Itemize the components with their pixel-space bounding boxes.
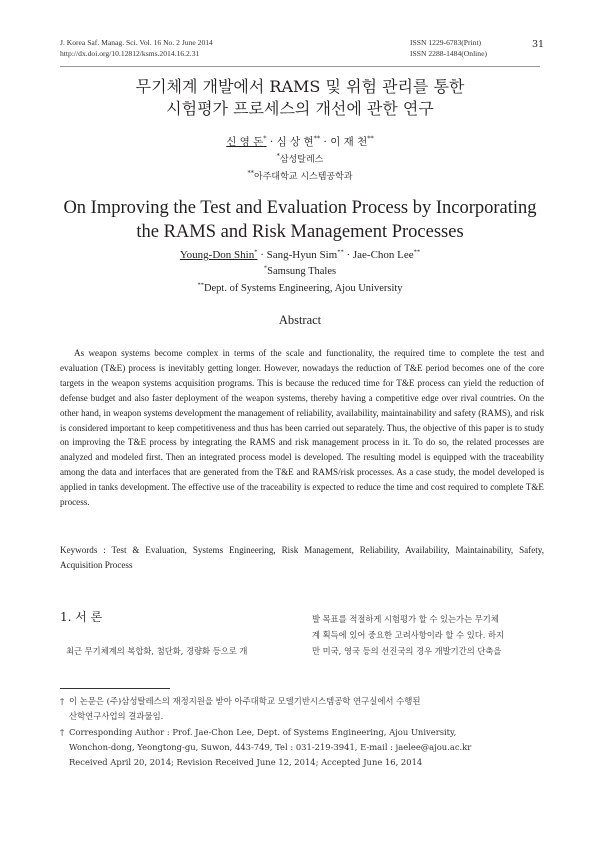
journal-citation: J. Korea Saf. Manag. Sci. Vol. 16 No. 2 June 2014 <box>60 38 213 47</box>
keywords: Keywords : Test & Evaluation, Systems Engineering, Risk Management, Reliability, Availability, Maintainability, Safety, Acquisition Process <box>60 545 544 570</box>
affiliation-text: 아주대학교 시스템공학과 <box>254 172 353 182</box>
author-name: 이 재 천 <box>330 136 368 148</box>
english-title <box>40 196 560 244</box>
affiliation-text: Dept. of Systems Engineering, Ajou University <box>203 283 403 294</box>
header-divider <box>60 66 540 67</box>
intro-right-column <box>312 611 544 659</box>
author-separator: · <box>320 136 331 148</box>
author-separator: · <box>343 249 353 261</box>
korean-affiliation-1 <box>60 152 540 165</box>
korean-author-1 <box>226 136 266 148</box>
affiliation-mark: * <box>276 152 280 160</box>
korean-title-line-1: 무기체계 개발에서 RAMS 및 위험 관리를 통한 <box>135 77 465 96</box>
footnote-funding-line-1: 이 논문은 (주)삼성탈레스의 재정지원을 받아 아주대학교 모델기반시스템공학 연구실에서 수행된 <box>69 696 421 706</box>
english-affiliation-1 <box>60 266 540 277</box>
received-dates-line: Received April 20, 2014; Revision Received June 12, 2014; Accepted June 16, 2014 <box>69 757 423 767</box>
page-number: 31 <box>532 39 545 50</box>
korean-affiliation-2 <box>60 169 540 182</box>
korean-author-3 <box>330 136 374 148</box>
author-name: Jae-Chon Lee <box>352 249 414 261</box>
affiliation-mark: ** <box>247 169 254 177</box>
author-name: 신 영 돈 <box>226 136 264 148</box>
intro-left-column <box>66 645 292 657</box>
journal-header-right <box>410 38 487 59</box>
author-mark: ** <box>367 134 374 143</box>
footnote-funding-line-2: 산학연구사업의 결과물임. <box>69 711 164 721</box>
english-author-2 <box>267 249 344 261</box>
contact-line: Wonchon-dong, Yeongtong-gu, Suwon, 443-749, Tel : 031-219-3941, E-mail : jaelee@ajou.ac.kr <box>69 742 472 752</box>
author-mark: ** <box>337 248 344 256</box>
author-mark: * <box>263 134 267 143</box>
korean-title-line-2: 시험평가 프로세스의 개선에 관한 연구 <box>166 99 434 118</box>
author-name: 심 상 현 <box>276 136 314 148</box>
affiliation-text: Samsung Thales <box>267 266 337 277</box>
dagger-mark: † <box>60 696 65 706</box>
abstract-heading: Abstract <box>278 313 322 327</box>
author-mark: ** <box>413 248 421 256</box>
english-authors <box>60 249 540 261</box>
doi-link[interactable]: http://dx.doi.org/10.12812/ksms.2014.16.2.31 <box>60 48 200 58</box>
author-separator: · <box>257 249 267 261</box>
author-mark: * <box>254 248 258 256</box>
issn-print: ISSN 1229-6783(Print) <box>410 38 482 47</box>
english-author-1 <box>180 249 258 261</box>
footnote-funding <box>60 694 550 724</box>
korean-authors <box>60 134 540 149</box>
abstract-body: As weapon systems become complex in terms of the scale and functionality, the required time to complete the test and evaluation (T&E) process is inevitably getting longer. However, nowadays the reduction of T&E period becomes one of the core targets in the weapon systems acquisition programs. This is because the reduced time for T&E process can yield the reduction of defense budget and also faster deployment of the weapon systems, thereby having a competitive edge over rival countries. On the other hand, in weapon systems development the management of reliability, availability, maintainability and safety (RAMS), and risk is considered important to keep competitiveness and thus has been carried out separately. Thus, the objective of this paper is to study on improving the T&E process by integrating the RAMS and risk management process in it. To do so, the related processes are analyzed and modeled first. Then an integrated process model is developed. The resulting model is equipped with the traceability among the data and interfaces that are generated from the T&E and RAMS/risk processes. As a case study, the model developed is applied in tanks development. The effective use of the traceability is expected to reduce the time and cost required to complete T&E process. <box>60 348 544 508</box>
affiliation-text: 삼성탈레스 <box>279 155 324 165</box>
affiliation-mark: ** <box>197 281 204 289</box>
english-title-line-1: On Improving the Test and Evaluation Process by Incorporating <box>63 198 537 218</box>
english-author-3 <box>353 249 420 261</box>
footnote-corresponding <box>60 725 550 770</box>
english-affiliation-2 <box>60 283 540 294</box>
intro-right-line-3: 만 미국, 영국 등의 선진국의 경우 개발기간의 단축을 <box>312 646 502 656</box>
footnote-divider <box>60 688 170 689</box>
issn-online: ISSN 2288-1484(Online) <box>410 48 487 58</box>
english-title-line-2: the RAMS and Risk Management Processes <box>136 222 464 242</box>
korean-author-2 <box>277 136 321 148</box>
intro-right-line-1: 발 목표를 적절하게 시험평가 할 수 있는가는 무기체 <box>312 614 499 624</box>
intro-right-line-2: 계 획득에 있어 중요한 고려사항이라 할 수 있다. 하지 <box>312 630 505 640</box>
author-name: Young-Don Shin <box>179 249 255 261</box>
korean-title <box>60 76 540 120</box>
author-mark: ** <box>313 134 321 143</box>
intro-left-line-1: 최근 무기체계의 복합화, 첨단화, 경량화 등으로 개 <box>66 646 248 656</box>
author-name: Sang-Hyun Sim <box>266 249 338 261</box>
journal-header-left <box>60 38 213 59</box>
corresponding-author-line: Corresponding Author : Prof. Jae-Chon Lee, Dept. of Systems Engineering, Ajou University, <box>69 727 457 737</box>
section-heading-introduction: 1. 서 론 <box>60 610 103 624</box>
author-separator: · <box>266 136 277 148</box>
affiliation-mark: * <box>263 264 268 272</box>
dagger-mark: † <box>60 727 65 737</box>
